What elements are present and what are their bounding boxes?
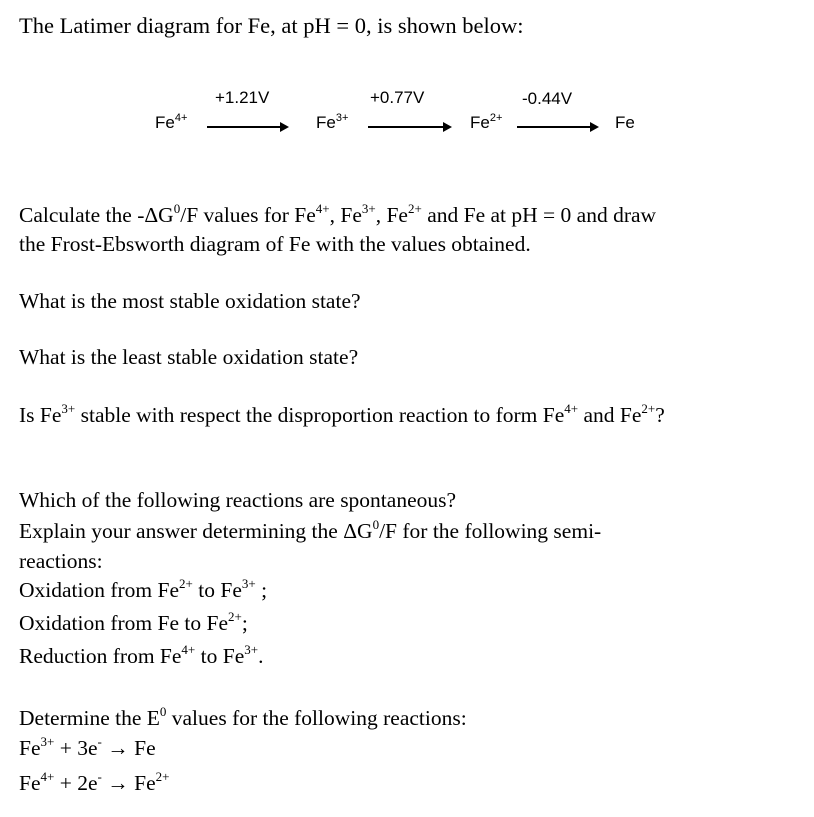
- reaction-3: [19, 643, 263, 669]
- text-segment: Fe: [19, 736, 41, 760]
- question-4: [19, 402, 665, 428]
- superscript: 4+: [40, 769, 55, 784]
- superscript: -: [97, 734, 102, 749]
- superscript: 3+: [244, 642, 259, 657]
- text-segment: to Fe: [195, 644, 245, 668]
- question-5-line-3: reactions:: [19, 549, 103, 573]
- superscript: 3+: [241, 576, 256, 591]
- text-segment: and Fe at pH = 0 and draw: [421, 203, 657, 227]
- text-segment: Oxidation from Fe: [19, 578, 180, 602]
- question-5-line-2: [19, 518, 601, 544]
- text-segment: + 2e: [54, 771, 98, 795]
- text-segment: .: [258, 644, 264, 668]
- reaction-2: [19, 610, 248, 636]
- reaction-1: [19, 577, 267, 603]
- potential-label: +1.21V: [215, 88, 270, 107]
- text-segment: Calculate the -ΔG: [19, 203, 174, 227]
- superscript: 4+: [181, 642, 196, 657]
- superscript: 3+: [61, 401, 76, 416]
- species-fe3: [316, 113, 348, 133]
- potential-label: -0.44V: [522, 89, 573, 108]
- text-segment: Explain your answer determining the ΔG: [19, 519, 373, 543]
- species-base: Fe: [155, 113, 175, 132]
- text-segment: /F for the following semi-: [379, 519, 602, 543]
- superscript: 3+: [40, 734, 55, 749]
- superscript: 2+: [407, 201, 422, 216]
- text-segment: Is Fe: [19, 403, 62, 427]
- text-segment: ;: [241, 611, 248, 635]
- text-segment: → Fe: [101, 736, 156, 760]
- text-segment: to Fe: [192, 578, 242, 602]
- text-segment: + 3e: [54, 736, 98, 760]
- text-segment: → Fe: [101, 771, 156, 795]
- title: The Latimer diagram for Fe, at pH = 0, is shown below:: [19, 13, 524, 38]
- potential-label: +0.77V: [370, 88, 425, 107]
- superscript: 4+: [564, 401, 579, 416]
- text-segment: ?: [655, 403, 665, 427]
- species-charge: 4+: [174, 112, 188, 124]
- superscript: 0: [159, 704, 167, 719]
- question-2: What is the most stable oxidation state?: [19, 289, 361, 313]
- arrow-icon: [517, 126, 597, 128]
- text-segment: , Fe: [329, 203, 362, 227]
- species-fe2: [470, 113, 502, 133]
- superscript: 2+: [641, 401, 656, 416]
- text-segment: ;: [255, 578, 268, 602]
- text-segment: , Fe: [375, 203, 408, 227]
- species-charge: 3+: [335, 112, 349, 124]
- species-base: Fe: [316, 113, 336, 132]
- text-segment: values for the following reactions:: [166, 706, 467, 730]
- question-1-line-2: the Frost-Ebsworth diagram of Fe with the values obtained.: [19, 232, 531, 256]
- text-segment: Oxidation from Fe to Fe: [19, 611, 229, 635]
- superscript: 2+: [228, 609, 242, 624]
- text-segment: stable with respect the disproportion reaction to form Fe: [75, 403, 565, 427]
- text-segment: Determine the E: [19, 706, 160, 730]
- superscript: 0: [372, 517, 380, 532]
- arrow-icon: [207, 126, 287, 128]
- question-3: What is the least stable oxidation state?: [19, 345, 359, 369]
- superscript: 2+: [155, 769, 170, 784]
- species-base: Fe: [470, 113, 490, 132]
- arrow-icon: [368, 126, 450, 128]
- species-base: Fe: [615, 113, 635, 132]
- species-charge: 2+: [489, 112, 503, 124]
- text-segment: Reduction from Fe: [19, 644, 182, 668]
- equation-1: [19, 735, 156, 761]
- superscript: -: [97, 769, 102, 784]
- text-segment: and Fe: [578, 403, 642, 427]
- superscript: 3+: [361, 201, 376, 216]
- question-5-line-1: Which of the following reactions are spontaneous?: [19, 488, 457, 512]
- question-6-line-1: [19, 705, 467, 731]
- text-segment: /F values for Fe: [180, 203, 316, 227]
- species-fe: [615, 113, 635, 133]
- superscript: 2+: [179, 576, 193, 591]
- superscript: 4+: [315, 201, 330, 216]
- text-segment: Fe: [19, 771, 41, 795]
- equation-2: [19, 770, 169, 796]
- question-1-line-1: [19, 202, 656, 228]
- species-fe4: [155, 113, 187, 133]
- superscript: 0: [173, 201, 181, 216]
